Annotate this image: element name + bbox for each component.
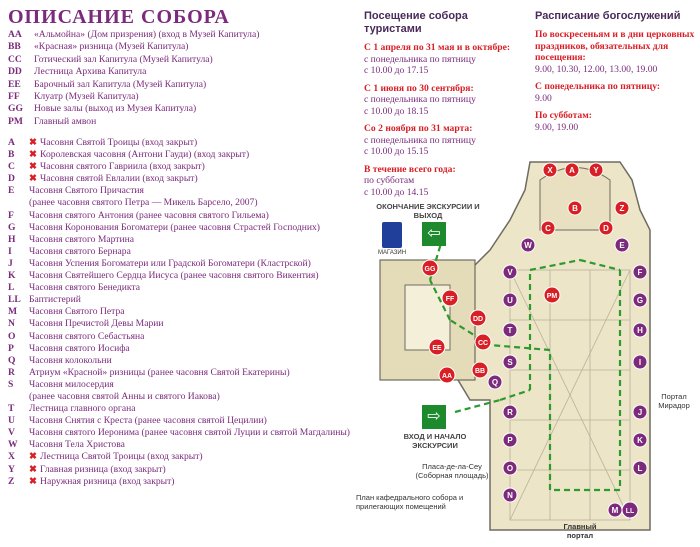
closed-x-icon: ✖ <box>29 463 38 475</box>
legend-text <box>29 173 353 185</box>
map-marker-label: G <box>636 296 644 305</box>
museum-legend <box>8 29 358 128</box>
chapel-legend-row <box>8 415 353 427</box>
closed-x-icon: ✖ <box>29 173 38 185</box>
legend-code: T <box>8 403 15 415</box>
museum-legend-row <box>8 116 358 128</box>
visiting-period <box>364 42 524 77</box>
map-marker-label: CC <box>477 340 489 347</box>
map-marker-label: Z <box>619 204 625 213</box>
chapel-legend-row <box>8 343 353 355</box>
legend-text <box>29 391 353 403</box>
map-marker-label: D <box>603 224 609 233</box>
legend-code: L <box>8 282 15 294</box>
legend-text-value: Королевская часовня (Антони Гауди) (вход закрыт) <box>40 149 250 161</box>
visiting-period: С 1 июня по 30 сентября: <box>364 82 474 94</box>
legend-text <box>29 403 353 415</box>
legend-code: V <box>8 427 15 439</box>
museum-legend-row <box>8 54 358 66</box>
map-marker-label: S <box>507 358 513 367</box>
legend-text <box>29 185 353 197</box>
exit-sign-icon: ⇦ <box>422 222 446 246</box>
chapel-legend <box>8 137 353 488</box>
closed-x-icon: ✖ <box>29 149 38 161</box>
chapel-legend-row <box>8 149 353 161</box>
chapel-legend-row <box>8 294 353 306</box>
legend-code: LL <box>8 294 21 306</box>
legend-code: A <box>8 137 15 148</box>
mass-period: По воскресеньям и в дни церковных праздников, обязательных для посещения: <box>535 29 695 63</box>
legend-code: GG <box>8 103 23 115</box>
museum-legend-row <box>8 41 358 53</box>
map-marker-label: J <box>637 408 643 417</box>
map-marker-label: C <box>545 224 551 233</box>
legend-text <box>29 246 353 258</box>
legend-text <box>29 415 353 427</box>
legend-code <box>8 197 29 209</box>
legend-text <box>29 451 353 463</box>
legend-text <box>29 355 353 367</box>
legend-text-value: Часовня святой Евлалии (вход закрыт) <box>40 173 198 185</box>
chapel-legend-row <box>8 161 353 173</box>
chapel-legend-row <box>8 173 353 185</box>
visiting-hours-header: Посещение собора туристами <box>364 10 468 35</box>
legend-text-value: (ранее часовня святого Петра — Микель Барсело, 2007) <box>29 197 258 209</box>
legend-text <box>29 234 353 246</box>
chapel-legend-row <box>8 185 353 197</box>
legend-text-value: Наружная ризница (вход закрыт) <box>40 475 175 487</box>
legend-code: D <box>8 173 15 185</box>
legend-text: Новые залы (выход из Музея Капитула) <box>34 103 197 115</box>
map-marker-label: AA <box>441 373 453 380</box>
entrance-sign-icon: ⇨ <box>422 405 446 429</box>
museum-legend-row <box>8 103 358 115</box>
map-marker-label: EE <box>432 345 442 352</box>
map-marker-label: M <box>611 506 619 515</box>
legend-code: BB <box>8 41 21 53</box>
chapel-legend-row <box>8 137 353 149</box>
map-marker-label: T <box>507 326 513 335</box>
legend-code: B <box>8 149 15 161</box>
legend-text <box>29 343 353 355</box>
legend-code: O <box>8 330 16 342</box>
chapel-legend-row <box>8 210 353 222</box>
legend-code: X <box>8 451 15 463</box>
entrance-label: ВХОД И НАЧАЛО ЭКСКУРСИИ <box>403 432 467 450</box>
map-marker-label: BB <box>474 368 486 375</box>
chapel-legend-row <box>8 439 353 451</box>
legend-text <box>29 427 353 439</box>
legend-text: «Красная» ризница (Музей Капитула) <box>34 41 189 53</box>
legend-code: FF <box>8 91 20 103</box>
legend-text-value: Часовня святого Себастьяна <box>29 330 145 342</box>
legend-code: K <box>8 270 16 282</box>
legend-text: Клуатр (Музей Капитула) <box>34 91 139 103</box>
plan-caption: План кафедрального собора и прилегающих помещений <box>356 493 464 511</box>
mass-period: По субботам: <box>535 110 592 121</box>
main-portal-label: Главный портал <box>563 522 597 540</box>
legend-code: AA <box>8 29 22 40</box>
legend-text <box>29 282 353 294</box>
map-marker-label: V <box>507 268 513 277</box>
chapel-legend-row <box>8 331 353 343</box>
legend-text-value: Часовня святого Антония (ранее часовня святого Гильема) <box>29 209 269 221</box>
legend-text <box>29 161 353 173</box>
visiting-period: Со 2 ноября по 31 марта: <box>364 123 473 134</box>
legend-code: Z <box>8 475 15 487</box>
map-marker-label: H <box>637 326 643 335</box>
map-marker-label: O <box>506 464 514 473</box>
legend-code <box>8 391 29 403</box>
portal-mirador-label: Портал Мирадор <box>658 392 690 410</box>
legend-code: S <box>8 378 14 390</box>
museum-legend-row <box>8 29 358 41</box>
legend-text-value: (ранее часовня святой Анны и святого Иакова) <box>29 390 220 402</box>
shop-label: МАГАЗИН <box>377 250 407 256</box>
cathedral-plan <box>350 150 700 542</box>
legend-text-value: Часовня Святой Троицы (вход закрыт) <box>40 137 198 148</box>
visiting-hours: с 10.00 до 17.15 <box>364 65 429 76</box>
legend-text <box>29 210 353 222</box>
map-marker-label: X <box>547 166 553 175</box>
legend-code: R <box>8 366 15 378</box>
map-marker-label: Y <box>593 166 599 175</box>
legend-text-value: Часовня Успения Богоматери или Градской Богоматери (Кластрской) <box>29 257 311 269</box>
map-marker-label: GG <box>424 266 436 273</box>
mass-period <box>535 81 700 104</box>
closed-x-icon: ✖ <box>29 161 38 173</box>
legend-text-value: Часовня Коронования Богоматери (ранее часовня Страстей Господних) <box>29 221 321 233</box>
legend-code: CC <box>8 53 22 65</box>
legend-text <box>29 270 353 282</box>
map-marker-label: I <box>638 358 642 367</box>
legend-text-value: Часовня Снятия с Креста (ранее часовня святой Цецилии) <box>29 415 267 427</box>
square-label: Пласа-де-ла-Сеу (Соборная площадь) <box>415 462 489 480</box>
legend-code: Q <box>8 354 16 366</box>
mass-hours: 9.00, 19.00 <box>535 121 579 133</box>
visiting-hours: с 10.00 до 18.15 <box>364 105 429 117</box>
mass-period: С понедельника по пятницу: <box>535 81 661 92</box>
legend-text-value: Главная ризница (вход закрыт) <box>40 463 166 475</box>
page-title: ОПИСАНИЕ СОБОРА <box>8 6 230 28</box>
legend-text-value: Часовня святого Иосифа <box>29 342 130 354</box>
legend-code: H <box>8 233 16 245</box>
visiting-hours: с 10.00 до 15.15 <box>364 146 429 157</box>
chapel-legend-row <box>8 258 353 270</box>
chapel-legend-row <box>8 391 353 403</box>
legend-text <box>29 379 353 391</box>
legend-text-value: Часовня Святого Причастия <box>29 185 144 197</box>
legend-text <box>29 137 353 149</box>
legend-text: Готический зал Капитула (Музей Капитула) <box>34 53 213 65</box>
legend-code: I <box>8 245 12 257</box>
legend-text: Барочный зал Капитула (Музей Капитула) <box>34 78 207 90</box>
shop-bag-icon <box>382 222 402 248</box>
legend-text-value: Часовня святого Бернара <box>29 245 131 257</box>
legend-text <box>29 476 353 488</box>
chapel-legend-row <box>8 270 353 282</box>
mass-hours: 9.00 <box>535 92 552 104</box>
mass-schedule-header: Расписание богослужений <box>535 10 681 22</box>
legend-text <box>29 149 353 161</box>
legend-text <box>29 439 353 451</box>
legend-text-value: Часовня Святейшего Сердца Иисуса (ранее часовня святого Викентия) <box>29 270 319 282</box>
legend-code: N <box>8 318 15 330</box>
legend-text-value: Часовня Святого Петра <box>29 306 125 318</box>
legend-text-value: Лестница Святой Троицы (вход закрыт) <box>40 451 203 463</box>
map-marker-label: W <box>524 241 532 250</box>
chapel-legend-row <box>8 197 353 209</box>
mass-hours: 9.00, 10.30, 12.00, 13.00, 19.00 <box>535 63 658 75</box>
visiting-days: с понедельника по пятницу <box>364 94 476 105</box>
chapel-legend-row <box>8 234 353 246</box>
chapel-legend-row <box>8 222 353 234</box>
legend-text-value: Часовня Тела Христова <box>29 439 125 451</box>
legend-text: Лестница Архива Капитула <box>34 66 147 78</box>
legend-text-value: Лестница главного органа <box>29 403 136 415</box>
visiting-days: с понедельника по пятницу <box>364 53 476 65</box>
legend-code: P <box>8 342 14 354</box>
map-marker-label: R <box>507 408 513 417</box>
chapel-legend-row <box>8 246 353 258</box>
exit-label: ОКОНЧАНИЕ ЭКСКУРСИИ И ВЫХОД <box>376 202 480 220</box>
visiting-days: по субботам <box>364 175 415 186</box>
legend-code: F <box>8 209 14 221</box>
map-marker-label: B <box>572 204 578 213</box>
map-marker-label: K <box>637 436 643 445</box>
legend-text-value: Баптистерий <box>29 294 81 306</box>
legend-code: M <box>8 306 18 318</box>
chapel-legend-row <box>8 427 353 439</box>
legend-code: DD <box>8 66 22 78</box>
museum-legend-row <box>8 79 358 91</box>
legend-code: U <box>8 415 15 427</box>
chapel-legend-row <box>8 318 353 330</box>
legend-text-value: Часовня святого Мартина <box>29 233 135 245</box>
visiting-hours: с 10.00 до 14.15 <box>364 186 429 198</box>
legend-text-value: Часовня Пречистой Девы Марии <box>29 318 164 330</box>
map-marker-label: P <box>507 436 513 445</box>
chapel-legend-row <box>8 379 353 391</box>
legend-code: EE <box>8 78 21 90</box>
legend-code: PM <box>8 115 23 127</box>
chapel-legend-row <box>8 403 353 415</box>
legend-text <box>29 318 353 330</box>
map-marker-label: E <box>619 241 625 250</box>
chapel-legend-row <box>8 306 353 318</box>
mass-period <box>535 110 700 133</box>
legend-text: «Альмойна» (Дом призрения) (вход в Музей Капитула) <box>34 29 260 40</box>
legend-code: C <box>8 161 15 173</box>
legend-code: J <box>8 257 13 269</box>
chapel-legend-row <box>8 476 353 488</box>
map-marker-label: N <box>507 491 513 500</box>
legend-text-value: Часовня святого Бенедикта <box>29 282 141 294</box>
legend-text <box>29 367 353 379</box>
legend-code: E <box>8 185 15 197</box>
museum-legend-row <box>8 91 358 103</box>
map-marker-label: Q <box>491 378 499 387</box>
mass-schedule <box>535 10 700 133</box>
map-marker-label: FF <box>445 296 455 303</box>
visiting-days: с понедельника по пятницу <box>364 134 476 146</box>
chapel-legend-row <box>8 282 353 294</box>
map-marker-label: PM <box>546 293 558 300</box>
map-marker-label: A <box>569 166 575 175</box>
mass-period <box>535 29 700 75</box>
closed-x-icon: ✖ <box>29 451 38 463</box>
map-marker-label: U <box>507 296 513 305</box>
map-marker-label: F <box>637 268 643 277</box>
closed-x-icon: ✖ <box>29 137 38 148</box>
visiting-period: В течение всего года: <box>364 163 456 175</box>
legend-text <box>29 258 353 270</box>
map-marker-label: DD <box>472 316 484 323</box>
legend-code: G <box>8 221 16 233</box>
legend-text <box>29 331 353 343</box>
chapel-legend-row <box>8 451 353 463</box>
legend-text: Главный амвон <box>34 115 97 127</box>
legend-text-value: Часовня святого Гавриила (вход закрыт) <box>40 161 205 173</box>
chapel-legend-row <box>8 355 353 367</box>
museum-legend-row <box>8 66 358 78</box>
chapel-legend-row <box>8 367 353 379</box>
legend-text-value: Часовня колокольни <box>29 354 112 366</box>
legend-text <box>29 294 353 306</box>
legend-text <box>29 222 353 234</box>
legend-text-value: Часовня милосердия <box>29 378 114 390</box>
legend-text <box>29 197 353 209</box>
legend-code: Y <box>8 463 15 475</box>
legend-text-value: Атриум «Красной» ризницы (ранее часовня Святой Екатерины) <box>29 366 290 378</box>
visiting-period <box>364 83 524 118</box>
chapel-legend-row <box>8 464 353 476</box>
legend-code: W <box>8 439 18 451</box>
legend-text <box>29 306 353 318</box>
legend-text-value: Часовня святого Иеронима (ранее часовня святой Луции и святой Магдалины) <box>29 427 350 439</box>
map-marker-label: L <box>637 464 643 473</box>
visiting-period: С 1 апреля по 31 мая и в октябре: <box>364 42 511 53</box>
map-marker-label: LL <box>625 508 635 515</box>
legend-text <box>29 464 353 476</box>
closed-x-icon: ✖ <box>29 475 38 487</box>
